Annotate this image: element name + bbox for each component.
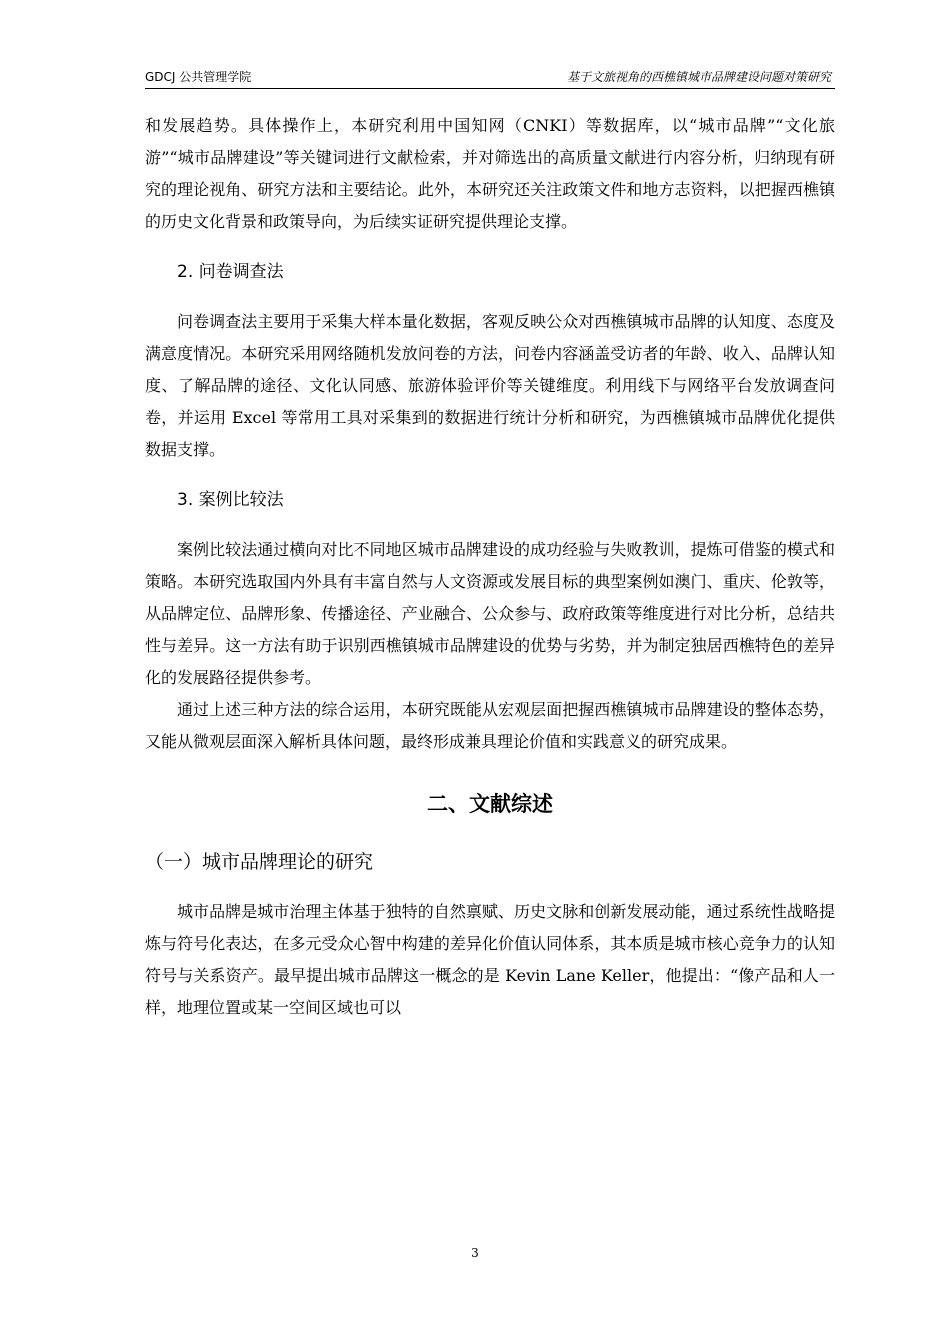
section-title-literature-review: 二、文献综述 [427,792,553,816]
header-institution: GDCJ 公共管理学院 [145,70,252,84]
page-header [145,68,835,89]
heading-questionnaire-method: 2. 问卷调查法 [177,262,284,282]
paragraph-literature-method-cont: 和发展趋势。具体操作上，本研究利用中国知网（CNKI）等数据库，以“城市品牌”“文化旅游”“城市品牌建设”等关键词进行文献检索，并对筛选出的高质量文献进行内容分析，归纳现有研究的理论视角、研究方法和主要结论。此外，本研究还关注政策文件和地方志资料，以把握西樵镇的历史文化背景和政策导向，为后续实证研究提供理论支撑。 [145,116,835,231]
paragraph-questionnaire-method: 问卷调查法主要用于采集大样本量化数据，客观反映公众对西樵镇城市品牌的认知度、态度及满意度情况。本研究采用网络随机发放问卷的方法，问卷内容涵盖受访者的年龄、收入、品牌认知度、了解品牌的途径、文化认同感、旅游体验评价等关键维度。利用线下与网络平台发放调查问卷，并运用 Excel 等常用工具对采集到的数据进行统计分析和研究，为西樵镇城市品牌优化提供数据支撑。 [145,312,835,459]
heading-case-comparison-method: 3. 案例比较法 [177,490,284,510]
paragraph-methods-summary: 通过上述三种方法的综合运用，本研究既能从宏观层面把握西樵镇城市品牌建设的整体态势，又能从微观层面深入解析具体问题，最终形成兼具理论价值和实践意义的研究成果。 [145,700,835,751]
paragraph-city-brand-definition: 城市品牌是城市治理主体基于独特的自然禀赋、历史文脉和创新发展动能，通过系统性战略提炼与符号化表达，在多元受众心智中构建的差异化价值认同体系，其本质是城市核心竞争力的认知符号与关系资产。最早提出城市品牌这一概念的是 Kevin Lane Keller，他提出：“像产品和人一样，地理位置或某一空间区域也可以 [145,902,835,1017]
page-body [145,110,835,1024]
page-number: 3 [471,1246,479,1260]
paragraph-case-comparison-method: 案例比较法通过横向对比不同地区城市品牌建设的成功经验与失败教训，提炼可借鉴的模式和策略。本研究选取国内外具有丰富自然与人文资源或发展目标的典型案例如澳门、重庆、伦敦等，从品牌定位、品牌形象、传播途径、产业融合、公众参与、政府政策等维度进行对比分析，总结共性与差异。这一方法有助于识别西樵镇城市品牌建设的优势与劣势，并为制定独居西樵特色的差异化的发展路径提供参考。 [145,540,835,687]
header-paper-title: 基于文旅视角的西樵镇城市品牌建设问题对策研究 [566,70,831,84]
subsection-title-city-brand-theory: （一）城市品牌理论的研究 [145,851,374,873]
